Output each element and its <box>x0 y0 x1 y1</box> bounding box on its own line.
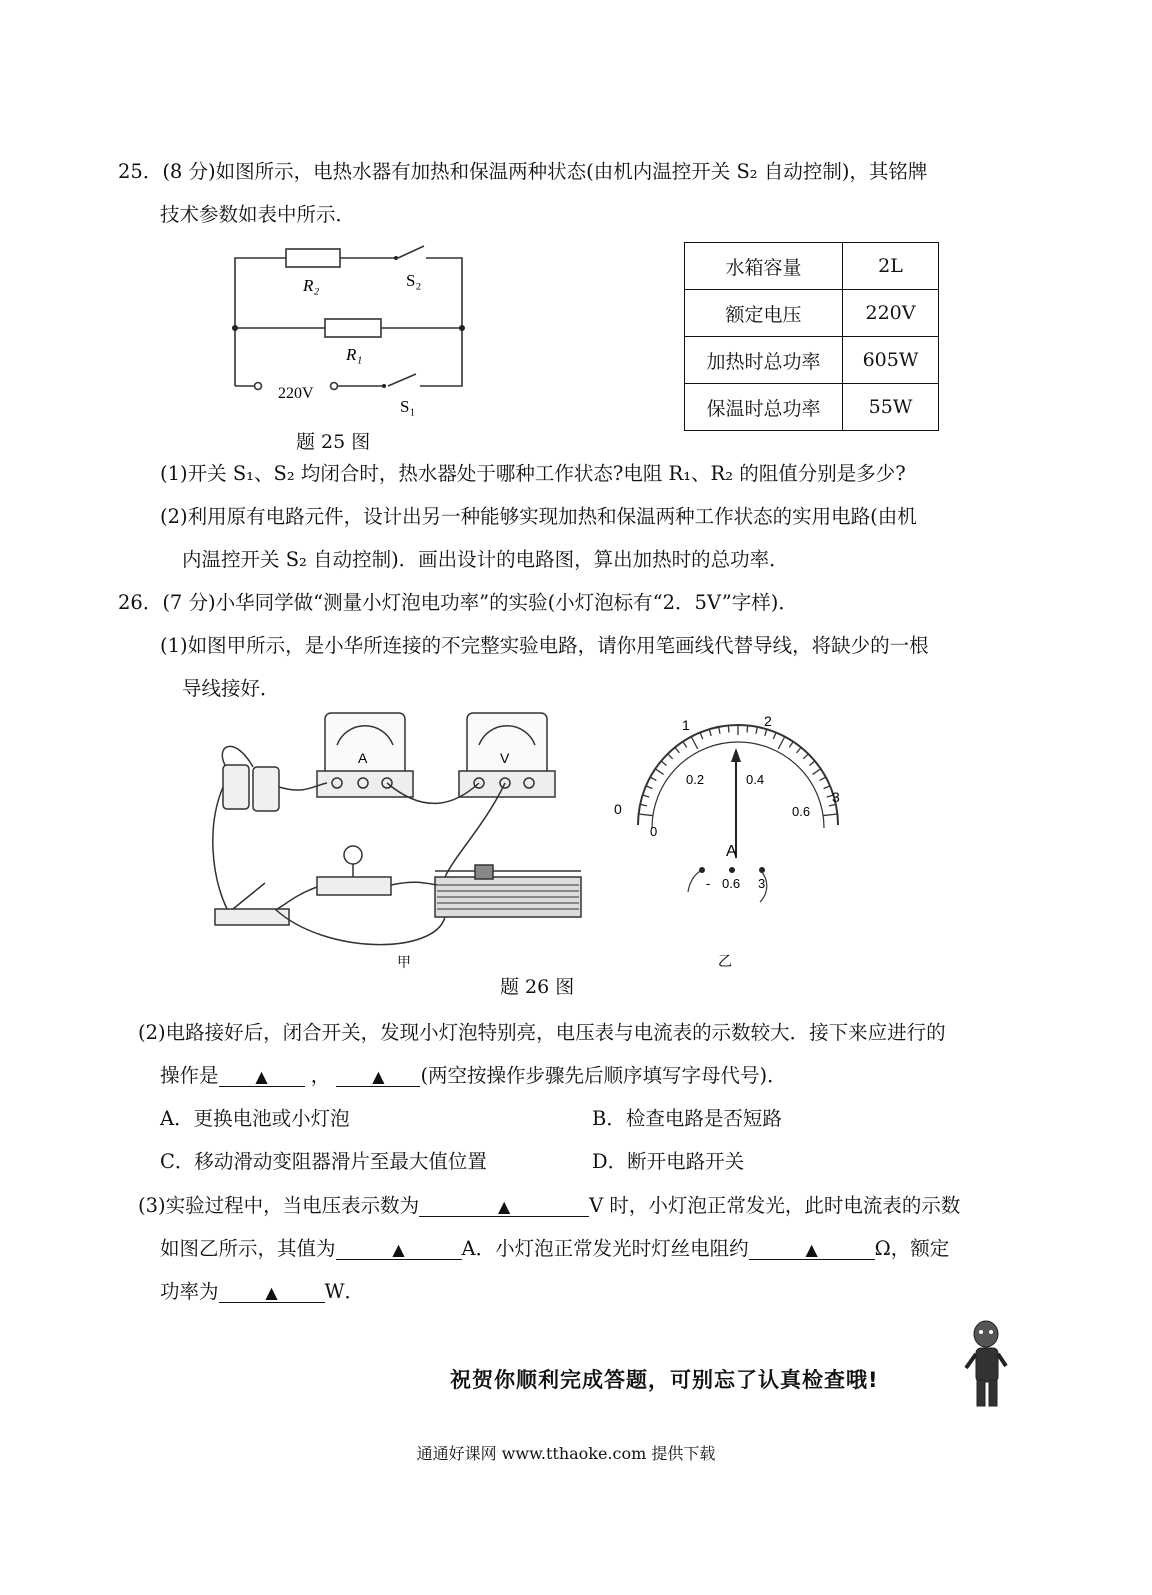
label-r1: R₁ <box>346 345 363 364</box>
dial-tick-mark <box>824 786 830 789</box>
dial-tick-mark <box>728 725 729 732</box>
q25-stem-line2: 技术参数如表中所示． <box>160 203 356 226</box>
figure-jia-label: 甲 <box>397 954 411 970</box>
ammeter-label: A <box>358 750 368 766</box>
figure-yi-label: 乙 <box>718 953 732 969</box>
dial-tick-top-1: 1 <box>682 717 690 733</box>
dial-tick-mark <box>646 786 652 789</box>
q25-sub2-line2: 内温控开关 S₂ 自动控制)．画出设计的电路图，算出加热时的总功率． <box>182 548 789 571</box>
text: V 时，小灯泡正常发光，此时电流表的示数 <box>589 1194 961 1217</box>
dial-tick-bottom-1: 0.2 <box>686 772 705 787</box>
label-s1: S₁ <box>400 397 416 416</box>
q26-sub2-line1: (2)电路接好后，闭合开关，发现小灯泡特别亮，电压表与电流表的示数较大．接下来应进行的 <box>138 1021 946 1044</box>
dial-tick-mark <box>709 729 711 736</box>
q26-sub3-line2 <box>160 1237 949 1261</box>
blank-mark: ▲ <box>805 1240 818 1259</box>
table-cell: 2L <box>843 243 939 290</box>
q26-sub1-line1: (1)如图甲所示，是小华所连接的不完整实验电路，请你用笔画线代替导线，将缺少的一根 <box>160 634 929 657</box>
table-row <box>685 384 939 431</box>
voltmeter-label: V <box>500 750 510 766</box>
dial-tick-mark <box>661 761 666 765</box>
terminal-3: 3 <box>758 876 766 891</box>
dial-tick-mark <box>700 732 703 738</box>
dial-tick-mark <box>675 747 679 752</box>
answer-blank[interactable] <box>219 1064 305 1087</box>
q26-option-b: B．检查电路是否短路 <box>592 1107 782 1130</box>
table-cell: 额定电压 <box>685 290 843 337</box>
dial-tick-mark <box>643 795 650 797</box>
text: A．小灯泡正常发光时灯丝电阻约 <box>461 1237 749 1260</box>
text: (两空按操作步骤先后顺序填写字母代号)． <box>420 1064 787 1087</box>
q25-circuit-diagram <box>228 236 473 416</box>
table-cell: 605W <box>843 337 939 384</box>
dial-tick-mark <box>789 742 793 748</box>
text: 功率为 <box>160 1280 219 1303</box>
dial-tick-mark <box>778 737 785 749</box>
lamp-icon <box>317 877 391 895</box>
terminal-0-6: 0.6 <box>722 876 741 891</box>
dial-tick-mark <box>655 769 663 775</box>
dial-tick-mark <box>650 777 656 780</box>
q25-spec-table <box>684 242 939 431</box>
dial-tick-mark <box>747 725 748 732</box>
table-cell: 55W <box>843 384 939 431</box>
table-row <box>685 243 939 290</box>
q26-figure-jia <box>205 705 625 970</box>
text: ， <box>310 1064 331 1087</box>
dial-tick-mark <box>812 769 820 775</box>
dial-tick-mark <box>668 754 673 759</box>
answer-blank[interactable] <box>336 1237 462 1260</box>
dial-tick-mark <box>803 754 808 759</box>
answer-blank[interactable] <box>749 1237 875 1260</box>
q25-sub2-line1: (2)利用原有电路元件，设计出另一种能够实现加热和保温两种工作状态的实用电路(由机 <box>160 505 917 528</box>
q26-stem: 26．(7 分)小华同学做“测量小灯泡电功率”的实验(小灯泡标有“2．5V”字样)． <box>118 591 798 614</box>
q26-sub3-line1 <box>138 1194 960 1218</box>
q26-figure-caption: 题 26 图 <box>500 976 575 998</box>
battery-icon <box>223 765 249 809</box>
dial-tick-mark <box>809 761 814 765</box>
q25-stem-line1: 25．(8 分)如图所示，电热水器有加热和保温两种状态(由机内温控开关 S₂ 自动控制)，其铭牌 <box>118 160 928 183</box>
q26-option-c: C．移动滑动变阻器滑片至最大值位置 <box>160 1150 487 1173</box>
page-footer: 通通好课网 www.tthaoke.com 提供下载 <box>416 1444 716 1463</box>
text: 操作是 <box>160 1064 219 1087</box>
label-220v: 220V <box>278 385 314 402</box>
answer-blank[interactable] <box>219 1280 325 1303</box>
q26-figure-yi <box>610 710 850 970</box>
dial-tick-top-3: 3 <box>832 789 840 805</box>
table-cell: 220V <box>843 290 939 337</box>
text: W． <box>324 1280 365 1303</box>
dial-tick-mark <box>683 742 687 748</box>
q26-option-a: A．更换电池或小灯泡 <box>160 1107 350 1130</box>
q25-sub1: (1)开关 S₁、S₂ 均闭合时，热水器处于哪种工作状态?电阻 R₁、R₂ 的阻值分别是多少? <box>160 462 906 485</box>
table-cell: 保温时总功率 <box>685 384 843 431</box>
table-cell: 加热时总功率 <box>685 337 843 384</box>
dial-tick-mark <box>823 814 837 816</box>
blank-mark: ▲ <box>392 1240 405 1259</box>
dial-tick-mark <box>640 804 647 805</box>
q26-sub1-line2: 导线接好． <box>182 677 280 700</box>
dial-tick-mark <box>719 727 720 734</box>
label-r2: R₂ <box>303 276 320 295</box>
dial-tick-bottom-3: 0.6 <box>792 804 811 819</box>
q25-figure-caption: 题 25 图 <box>296 431 371 453</box>
dial-tick-mark <box>765 729 767 736</box>
dial-tick-bottom-0: 0 <box>650 824 658 839</box>
cartoon-figure-icon <box>962 1318 1012 1410</box>
blank-mark: ▲ <box>255 1067 268 1086</box>
q26-sub3-line3 <box>160 1280 364 1304</box>
blank-mark: ▲ <box>372 1067 385 1086</box>
dial-tick-mark <box>691 737 698 749</box>
blank-mark: ▲ <box>497 1197 511 1216</box>
dial-unit: A <box>726 843 737 860</box>
q26-option-d: D．断开电路开关 <box>592 1150 745 1173</box>
answer-blank[interactable] <box>419 1194 589 1217</box>
text: (3)实验过程中，当电压表示数为 <box>138 1194 420 1217</box>
battery-icon <box>253 767 279 811</box>
dial-tick-bottom-2: 0.4 <box>746 772 765 787</box>
q26-sub2-line2 <box>160 1064 787 1088</box>
dial-tick-mark <box>797 747 801 752</box>
dial-tick-mark <box>639 814 653 816</box>
dial-tick-mark <box>820 777 826 780</box>
answer-blank[interactable] <box>336 1064 420 1087</box>
dial-tick-top-0: 0 <box>614 801 622 817</box>
text: Ω，额定 <box>874 1237 950 1260</box>
blank-mark: ▲ <box>265 1283 278 1302</box>
text: 如图乙所示，其值为 <box>160 1237 336 1260</box>
label-s2: S₂ <box>406 271 422 290</box>
table-row <box>685 290 939 337</box>
table-cell: 水箱容量 <box>685 243 843 290</box>
closing-message: 祝贺你顺利完成答题，可别忘了认真检查哦! <box>450 1368 879 1392</box>
table-row <box>685 337 939 384</box>
dial-tick-top-2: 2 <box>764 713 772 729</box>
dial-tick-mark <box>773 732 776 738</box>
dial-tick-mark <box>756 727 757 734</box>
terminal-minus: - <box>706 876 711 891</box>
